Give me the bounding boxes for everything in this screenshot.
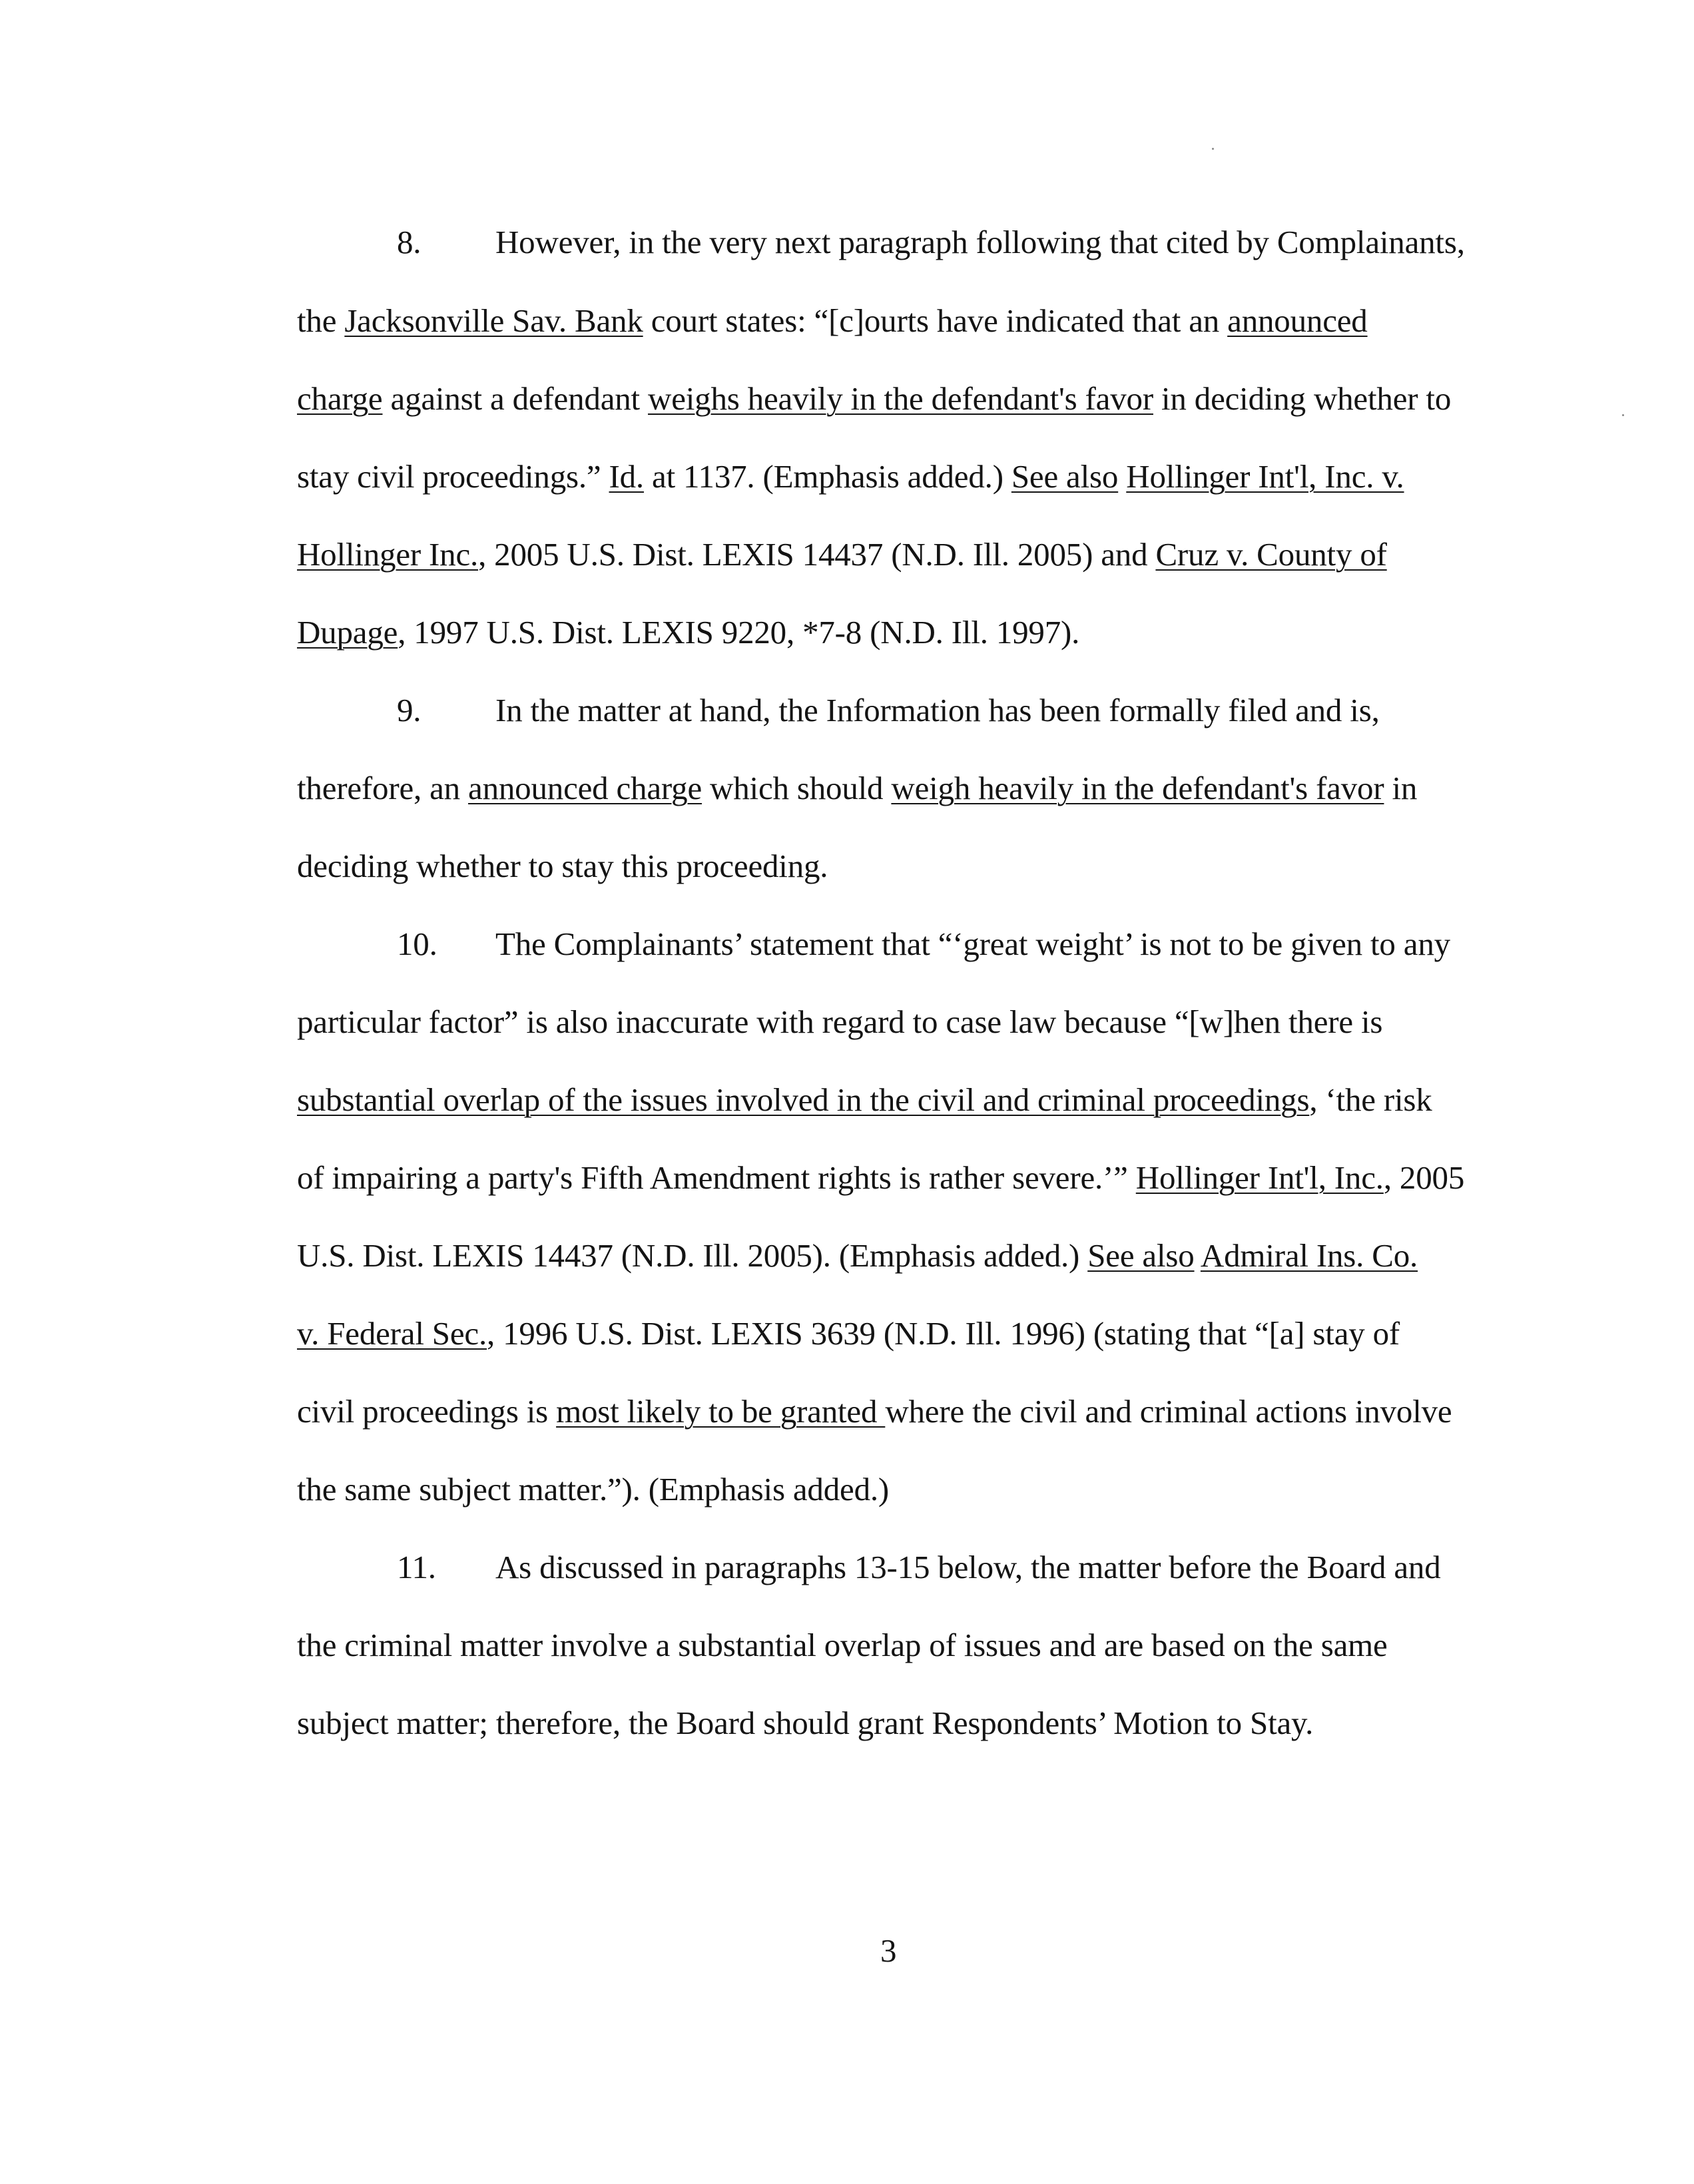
text-run: , 1996 U.S. Dist. LEXIS 3639 (N.D. Ill. 1996) (stating that “[a] stay of xyxy=(487,1315,1400,1352)
paragraph-10-line-7 xyxy=(297,1392,1452,1432)
paragraph-8-line-6 xyxy=(297,613,1079,653)
text-run: in deciding whether to xyxy=(1153,380,1452,417)
paragraph-8-line-2 xyxy=(297,301,1368,341)
paragraph-9-line-3 xyxy=(297,846,828,886)
text-run: stay civil proceedings.” xyxy=(297,458,609,495)
emphasis-underline: weighs heavily in the defendant's favor xyxy=(648,380,1153,417)
text-run xyxy=(1195,1237,1201,1274)
text-run: civil proceedings is xyxy=(297,1393,557,1430)
text-run: court states: “[c]ourts have indicated that an xyxy=(643,302,1228,339)
text-run: U.S. Dist. LEXIS 14437 (N.D. Ill. 2005). (Emphasis added.) xyxy=(297,1237,1088,1274)
text-run: in xyxy=(1384,770,1418,806)
paragraph-number: 9. xyxy=(397,692,422,728)
case-citation: Hollinger Int'l, Inc. v. xyxy=(1126,458,1404,495)
emphasis-underline: announced xyxy=(1227,302,1368,339)
text-run: where the civil and criminal actions involve xyxy=(885,1393,1452,1430)
text-run: the xyxy=(297,302,345,339)
paragraph-11-line-3 xyxy=(297,1703,1313,1743)
paragraph-8-line-1 xyxy=(397,222,1465,262)
text-run: , ‘the risk xyxy=(1309,1081,1432,1118)
case-citation: Dupage xyxy=(297,614,398,651)
text-run: the criminal matter involve a substantial overlap of issues and are based on the same xyxy=(297,1627,1388,1663)
text-run: against a defendant xyxy=(382,380,649,417)
text-run: of impairing a party's Fifth Amendment rights is rather severe.’” xyxy=(297,1159,1136,1196)
text-run: subject matter; therefore, the Board should grant Respondents’ Motion to Stay. xyxy=(297,1705,1314,1741)
text-run: deciding whether to stay this proceeding. xyxy=(297,848,828,884)
signal-see-also: See also xyxy=(1011,458,1119,495)
page-number: 3 xyxy=(880,1932,897,1969)
paragraph-10-line-5 xyxy=(297,1236,1418,1276)
paragraph-number: 10. xyxy=(397,926,437,962)
signal-see-also: See also xyxy=(1087,1237,1195,1274)
text-run: The Complainants’ statement that “‘great weight’ is not to be given to any xyxy=(495,926,1450,962)
paragraph-10-line-4 xyxy=(297,1158,1464,1198)
case-citation: Hollinger Inc. xyxy=(297,536,479,573)
paragraph-11-line-1 xyxy=(397,1547,1441,1587)
scan-speck xyxy=(1622,414,1624,416)
case-citation: Admiral Ins. Co. xyxy=(1200,1237,1418,1274)
emphasis-underline: most likely to be granted xyxy=(556,1393,886,1430)
emphasis-underline: substantial overlap of the issues involved in the civil and criminal proceedings xyxy=(297,1081,1310,1118)
paragraph-10-line-2 xyxy=(297,1002,1382,1042)
paragraph-8-line-4 xyxy=(297,457,1404,497)
case-citation: Id. xyxy=(609,458,644,495)
paragraph-9-line-2 xyxy=(297,768,1417,808)
scan-speck xyxy=(1212,148,1214,150)
text-run xyxy=(1118,458,1126,495)
text-run: at 1137. (Emphasis added.) xyxy=(643,458,1011,495)
emphasis-underline: weigh heavily in the defendant's favor xyxy=(891,770,1384,806)
case-citation: v. Federal Sec. xyxy=(297,1315,487,1352)
case-citation: Cruz v. County of xyxy=(1155,536,1387,573)
paragraph-10-line-3 xyxy=(297,1080,1432,1120)
text-run: which should xyxy=(702,770,892,806)
text-run: , 1997 U.S. Dist. LEXIS 9220, *7-8 (N.D. Ill. 1997). xyxy=(398,614,1080,651)
paragraph-8-line-3 xyxy=(297,379,1451,419)
text-run: particular factor” is also inaccurate with regard to case law because “[w]hen there is xyxy=(297,1003,1383,1040)
text-run: In the matter at hand, the Information has been formally filed and is, xyxy=(495,692,1380,728)
paragraph-10-line-8 xyxy=(297,1470,889,1509)
text-run: therefore, an xyxy=(297,770,469,806)
text-run: As discussed in paragraphs 13-15 below, the matter before the Board and xyxy=(495,1549,1441,1585)
emphasis-underline: charge xyxy=(297,380,383,417)
paragraph-11-line-2 xyxy=(297,1625,1388,1665)
paragraph-10-line-1 xyxy=(397,924,1450,964)
emphasis-underline: announced charge xyxy=(468,770,702,806)
text-run: However, in the very next paragraph following that cited by Complainants, xyxy=(495,224,1465,260)
paragraph-number: 11. xyxy=(397,1549,436,1585)
paragraph-10-line-6 xyxy=(297,1314,1400,1354)
paragraph-number: 8. xyxy=(397,224,422,260)
text-run: , 2005 xyxy=(1383,1159,1465,1196)
paragraph-9-line-1 xyxy=(397,690,1380,730)
case-citation: Hollinger Int'l, Inc. xyxy=(1135,1159,1384,1196)
text-run: the same subject matter.”). (Emphasis added.) xyxy=(297,1471,890,1507)
case-citation: Jacksonville Sav. Bank xyxy=(344,302,643,339)
text-run: , 2005 U.S. Dist. LEXIS 14437 (N.D. Ill. 2005) and xyxy=(478,536,1156,573)
paragraph-8-line-5 xyxy=(297,535,1387,575)
